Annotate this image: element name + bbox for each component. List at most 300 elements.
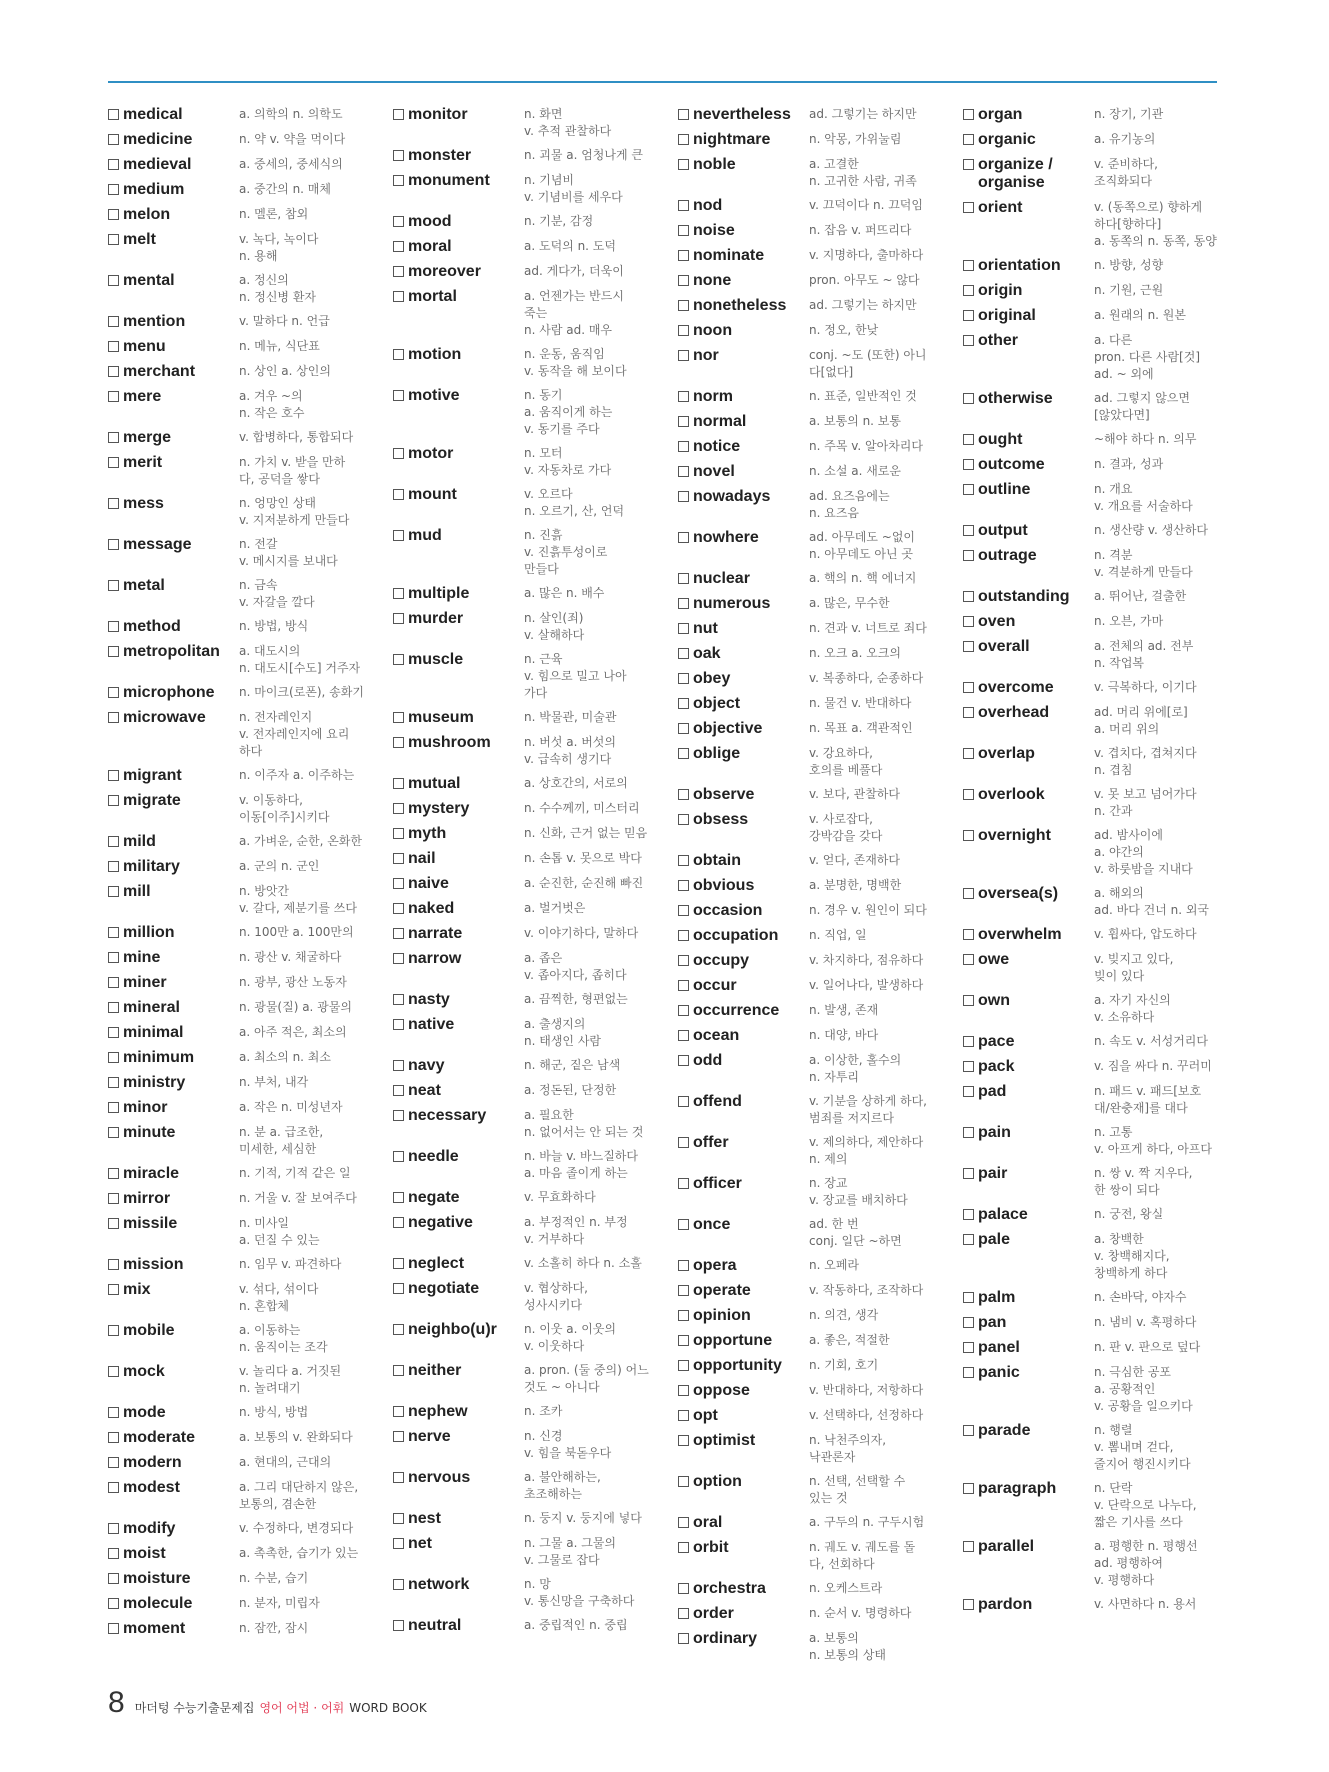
checkbox-icon[interactable] [963,748,974,759]
word-entry [393,1576,673,1610]
checkbox-icon[interactable] [108,795,119,806]
word-definition: a. 대도시의 n. 대도시[수도] 거주자 [239,644,361,675]
word-definition: a. 보통의 n. 보통의 상태 [809,1631,887,1662]
checkbox-icon[interactable] [108,457,119,468]
checkbox-icon[interactable] [393,349,404,360]
checkbox-icon[interactable] [108,432,119,443]
checkbox-icon[interactable] [963,1168,974,1179]
word-definition: v. 끄덕이다 n. 끄덕임 [809,198,923,212]
checkbox-icon[interactable] [678,250,689,261]
word-text: menu [123,338,166,355]
word-definition: a. 출생지의 n. 태생인 사람 [524,1017,602,1048]
checkbox-icon[interactable] [678,880,689,891]
word-text: message [123,536,192,553]
checkbox-icon[interactable] [963,1599,974,1610]
checkbox-icon[interactable] [678,1055,689,1066]
entry-word [963,1364,1094,1382]
checkbox-icon[interactable] [108,1127,119,1138]
checkbox-icon[interactable] [963,1209,974,1220]
checkbox-icon[interactable] [678,1005,689,1016]
checkbox-icon[interactable] [678,159,689,170]
checkbox-icon[interactable] [393,828,404,839]
checkbox-icon[interactable] [963,1234,974,1245]
checkbox-icon[interactable] [963,1483,974,1494]
checkbox-icon[interactable] [393,712,404,723]
word-definition: v. 지명하다, 출마하다 [809,248,924,262]
word-definition: v. 못 보고 넘어가다 n. 간과 [1094,787,1197,818]
checkbox-icon[interactable] [393,1283,404,1294]
checkbox-icon[interactable] [393,613,404,624]
entry-word [963,481,1094,499]
entry-word [393,1148,524,1166]
entry-word [963,456,1094,474]
checkbox-icon[interactable] [963,459,974,470]
checkbox-icon[interactable] [108,1193,119,1204]
entry-word [678,1002,809,1020]
checkbox-icon[interactable] [393,928,404,939]
checkbox-icon[interactable] [678,275,689,286]
checkbox-icon[interactable] [108,770,119,781]
checkbox-icon[interactable] [108,1366,119,1377]
word-entry [963,282,1243,300]
word-definition: n. 그물 a. 그물의 v. 그물로 잡다 [524,1536,616,1567]
checkbox-icon[interactable] [678,930,689,941]
word-definition: a. 의학의 n. 의학도 [239,107,343,121]
word-text: orientation [978,257,1061,274]
word-text: ocean [693,1027,740,1044]
checkbox-icon[interactable] [393,150,404,161]
checkbox-icon[interactable] [963,830,974,841]
checkbox-icon[interactable] [393,654,404,665]
word-entry [963,1364,1243,1415]
word-column-1 [108,106,388,1645]
word-text: motion [408,346,462,363]
checkbox-icon[interactable] [393,109,404,120]
checkbox-icon[interactable] [678,814,689,825]
checkbox-icon[interactable] [108,1284,119,1295]
checkbox-icon[interactable] [108,1407,119,1418]
checkbox-icon[interactable] [678,1096,689,1107]
checkbox-icon[interactable] [108,1052,119,1063]
checkbox-icon[interactable] [108,134,119,145]
entry-word [678,1630,809,1648]
word-entry [108,429,388,447]
book-title: 마더텅 수능기출문제집 [134,1701,255,1715]
entry-word [678,438,809,456]
checkbox-icon[interactable] [678,466,689,477]
word-entry [393,775,673,793]
checkbox-icon[interactable] [393,1110,404,1121]
checkbox-icon[interactable] [963,888,974,899]
checkbox-icon[interactable] [678,1137,689,1148]
checkbox-icon[interactable] [108,539,119,550]
word-entry [108,536,388,570]
word-entry [963,522,1243,540]
checkbox-icon[interactable] [108,1623,119,1634]
checkbox-icon[interactable] [108,1457,119,1468]
checkbox-icon[interactable] [963,285,974,296]
checkbox-icon[interactable] [963,109,974,120]
checkbox-icon[interactable] [108,209,119,220]
entry-word [963,827,1094,845]
checkbox-icon[interactable] [108,1168,119,1179]
word-entry [393,950,673,984]
checkbox-icon[interactable] [108,184,119,195]
word-text: neither [408,1362,462,1379]
checkbox-icon[interactable] [108,1573,119,1584]
checkbox-icon[interactable] [108,1259,119,1270]
word-definition: n. 개요 v. 개요를 서술하다 [1094,482,1193,513]
checkbox-icon[interactable] [678,748,689,759]
checkbox-icon[interactable] [108,861,119,872]
word-entry [963,1480,1243,1531]
checkbox-icon[interactable] [678,905,689,916]
checkbox-icon[interactable] [393,1085,404,1096]
checkbox-icon[interactable] [108,580,119,591]
checkbox-icon[interactable] [678,416,689,427]
checkbox-icon[interactable] [963,525,974,536]
checkbox-icon[interactable] [393,1324,404,1335]
checkbox-icon[interactable] [108,927,119,938]
entry-word [108,1454,239,1472]
checkbox-icon[interactable] [678,598,689,609]
checkbox-icon[interactable] [108,234,119,245]
word-text: occasion [693,902,763,919]
word-text: outline [978,481,1031,498]
checkbox-icon[interactable] [393,1472,404,1483]
checkbox-icon[interactable] [678,1385,689,1396]
checkbox-icon[interactable] [108,1102,119,1113]
checkbox-icon[interactable] [393,1538,404,1549]
entry-word [108,1322,239,1340]
checkbox-icon[interactable] [678,491,689,502]
word-entry [108,454,388,488]
checkbox-icon[interactable] [678,648,689,659]
entry-word [963,885,1094,903]
checkbox-icon[interactable] [393,903,404,914]
entry-word [963,951,1094,969]
checkbox-icon[interactable] [678,109,689,120]
checkbox-icon[interactable] [678,1633,689,1644]
word-definition: a. 순진한, 순진해 빠진 [524,876,644,890]
word-entry [393,263,673,281]
checkbox-icon[interactable] [393,737,404,748]
checkbox-icon[interactable] [108,1432,119,1443]
checkbox-icon[interactable] [393,489,404,500]
checkbox-icon[interactable] [108,498,119,509]
checkbox-icon[interactable] [108,1325,119,1336]
checkbox-icon[interactable] [393,1406,404,1417]
word-entry [963,456,1243,474]
checkbox-icon[interactable] [678,723,689,734]
entry-word [108,156,239,174]
checkbox-icon[interactable] [678,789,689,800]
checkbox-icon[interactable] [678,300,689,311]
checkbox-icon[interactable] [108,1548,119,1559]
word-text: mood [408,213,452,230]
checkbox-icon[interactable] [963,260,974,271]
checkbox-icon[interactable] [393,530,404,541]
checkbox-icon[interactable] [678,1476,689,1487]
checkbox-icon[interactable] [678,1310,689,1321]
checkbox-icon[interactable] [963,1086,974,1097]
checkbox-icon[interactable] [963,1425,974,1436]
checkbox-icon[interactable] [963,682,974,693]
word-definition: n. 악몽, 가위눌림 [809,132,902,146]
word-definition: n. 주목 v. 알아차리다 [809,439,923,453]
word-definition: a. 중립적인 n. 중립 [524,1618,628,1632]
word-entry [678,1605,958,1623]
checkbox-icon[interactable] [108,1002,119,1013]
checkbox-icon[interactable] [678,1542,689,1553]
checkbox-icon[interactable] [963,954,974,965]
checkbox-icon[interactable] [678,1517,689,1528]
word-text: panic [978,1364,1020,1381]
word-entry [393,1535,673,1569]
word-entry [393,850,673,868]
checkbox-icon[interactable] [963,616,974,627]
wordbook-label: WORD BOOK [349,1701,427,1715]
word-text: migrate [123,792,181,809]
checkbox-icon[interactable] [678,134,689,145]
word-entry [108,858,388,876]
checkbox-icon[interactable] [963,335,974,346]
checkbox-icon[interactable] [393,241,404,252]
word-text: mill [123,883,151,900]
checkbox-icon[interactable] [678,1335,689,1346]
word-entry [678,488,958,522]
checkbox-icon[interactable] [963,550,974,561]
checkbox-icon[interactable] [393,853,404,864]
word-definition: n. 100만 a. 100만의 [239,925,354,939]
word-definition: n. 임무 v. 파견하다 [239,1257,342,1271]
checkbox-icon[interactable] [393,994,404,1005]
word-definition: n. 해군, 짙은 남색 [524,1058,621,1072]
word-text: moist [123,1545,166,1562]
checkbox-icon[interactable] [108,886,119,897]
checkbox-icon[interactable] [393,1151,404,1162]
checkbox-icon[interactable] [963,641,974,652]
checkbox-icon[interactable] [963,1036,974,1047]
checkbox-icon[interactable] [393,1192,404,1203]
word-definition: a. 좋은, 적절한 [809,1333,890,1347]
checkbox-icon[interactable] [963,1367,974,1378]
checkbox-icon[interactable] [108,1598,119,1609]
checkbox-icon[interactable] [963,789,974,800]
checkbox-icon[interactable] [678,325,689,336]
checkbox-icon[interactable] [393,1060,404,1071]
word-text: palm [978,1289,1016,1306]
word-entry [678,1332,958,1350]
checkbox-icon[interactable] [678,980,689,991]
word-definition: n. 소설 a. 새로운 [809,464,901,478]
checkbox-icon[interactable] [963,995,974,1006]
checkbox-icon[interactable] [678,698,689,709]
word-entry [963,1206,1243,1224]
checkbox-icon[interactable] [393,588,404,599]
checkbox-icon[interactable] [393,1365,404,1376]
checkbox-icon[interactable] [393,216,404,227]
checkbox-icon[interactable] [108,109,119,120]
checkbox-icon[interactable] [108,687,119,698]
entry-word [108,1545,239,1563]
entry-word [393,610,524,628]
checkbox-icon[interactable] [108,1218,119,1229]
word-definition: n. 이주자 a. 이주하는 [239,768,355,782]
checkbox-icon[interactable] [963,434,974,445]
checkbox-icon[interactable] [678,532,689,543]
word-definition: n. 냄비 v. 혹평하다 [1094,1315,1197,1329]
checkbox-icon[interactable] [963,929,974,940]
checkbox-icon[interactable] [393,390,404,401]
entry-word [393,1617,524,1635]
entry-word [678,1257,809,1275]
entry-word [963,786,1094,804]
checkbox-icon[interactable] [678,441,689,452]
entry-word [108,883,239,901]
word-entry [393,1214,673,1248]
checkbox-icon[interactable] [963,707,974,718]
checkbox-icon[interactable] [393,1217,404,1228]
word-definition: n. 약 v. 약을 먹이다 [239,132,346,146]
checkbox-icon[interactable] [393,175,404,186]
word-definition: n. 순서 v. 명령하다 [809,1606,912,1620]
word-definition: v. 선택하다, 선정하다 [809,1408,924,1422]
checkbox-icon[interactable] [678,1260,689,1271]
checkbox-icon[interactable] [393,291,404,302]
word-entry [108,206,388,224]
word-entry [108,1099,388,1117]
checkbox-icon[interactable] [393,953,404,964]
checkbox-icon[interactable] [963,1317,974,1328]
checkbox-icon[interactable] [108,1523,119,1534]
checkbox-icon[interactable] [678,350,689,361]
word-definition: a. 끔찍한, 형편없는 [524,992,628,1006]
checkbox-icon[interactable] [393,1258,404,1269]
checkbox-icon[interactable] [108,275,119,286]
word-definition: n. 엉망인 상태 v. 지저분하게 만들다 [239,496,350,527]
checkbox-icon[interactable] [678,1285,689,1296]
word-entry [393,1189,673,1207]
checkbox-icon[interactable] [108,836,119,847]
checkbox-icon[interactable] [678,1360,689,1371]
word-entry [108,156,388,174]
checkbox-icon[interactable] [678,1608,689,1619]
checkbox-icon[interactable] [678,623,689,634]
word-text: odd [693,1052,723,1069]
entry-word [393,263,524,281]
checkbox-icon[interactable] [963,393,974,404]
word-entry [678,1539,958,1573]
entry-word [963,307,1094,325]
checkbox-icon[interactable] [108,977,119,988]
checkbox-icon[interactable] [108,1482,119,1493]
checkbox-icon[interactable] [678,1030,689,1041]
checkbox-icon[interactable] [963,484,974,495]
word-text: mushroom [408,734,491,751]
word-definition: ad. 밤사이에 a. 야간의 v. 하룻밤을 지내다 [1094,828,1193,876]
checkbox-icon[interactable] [678,1435,689,1446]
checkbox-icon[interactable] [108,952,119,963]
checkbox-icon[interactable] [393,878,404,889]
word-definition: n. 선택, 선택할 수 있는 것 [809,1474,906,1505]
checkbox-icon[interactable] [678,573,689,584]
word-definition: n. 신화, 근거 없는 믿음 [524,826,648,840]
checkbox-icon[interactable] [108,621,119,632]
checkbox-icon[interactable] [963,1061,974,1072]
word-entry [108,1322,388,1356]
word-entry [963,431,1243,449]
word-text: pair [978,1165,1008,1182]
checkbox-icon[interactable] [108,646,119,657]
checkbox-icon[interactable] [963,1541,974,1552]
checkbox-icon[interactable] [108,391,119,402]
word-text: officer [693,1175,742,1192]
word-text: mention [123,313,186,330]
checkbox-icon[interactable] [108,316,119,327]
checkbox-icon[interactable] [678,955,689,966]
word-definition: v. 말하다 n. 언급 [239,314,330,328]
checkbox-icon[interactable] [678,225,689,236]
checkbox-icon[interactable] [963,1292,974,1303]
checkbox-icon[interactable] [393,1620,404,1631]
word-definition: v. 놀리다 a. 거짓된 n. 놀려대기 [239,1364,342,1395]
checkbox-icon[interactable] [963,1127,974,1138]
checkbox-icon[interactable] [963,1342,974,1353]
checkbox-icon[interactable] [393,803,404,814]
checkbox-icon[interactable] [678,673,689,684]
checkbox-icon[interactable] [678,391,689,402]
checkbox-icon[interactable] [678,855,689,866]
checkbox-icon[interactable] [393,1019,404,1030]
word-entry [108,883,388,917]
checkbox-icon[interactable] [108,1027,119,1038]
checkbox-icon[interactable] [678,1410,689,1421]
checkbox-icon[interactable] [963,134,974,145]
word-definition: n. 정오, 한낮 [809,323,879,337]
word-definition: n. 단락 v. 단락으로 나누다, 짧은 기사를 쓰다 [1094,1481,1197,1529]
word-text: nerve [408,1428,451,1445]
word-entry [963,131,1243,149]
checkbox-icon[interactable] [393,1579,404,1590]
checkbox-icon[interactable] [393,1431,404,1442]
checkbox-icon[interactable] [393,266,404,277]
checkbox-icon[interactable] [678,1583,689,1594]
checkbox-icon[interactable] [393,1513,404,1524]
checkbox-icon[interactable] [108,712,119,723]
word-entry [678,272,958,290]
checkbox-icon[interactable] [963,159,974,170]
checkbox-icon[interactable] [108,366,119,377]
checkbox-icon[interactable] [963,202,974,213]
word-definition: a. 핵의 n. 핵 에너지 [809,571,917,585]
checkbox-icon[interactable] [678,1219,689,1230]
checkbox-icon[interactable] [963,591,974,602]
checkbox-icon[interactable] [393,778,404,789]
entry-word [678,1605,809,1623]
checkbox-icon[interactable] [108,1077,119,1088]
word-definition: a. 군의 n. 군인 [239,859,320,873]
word-entry [108,1281,388,1315]
checkbox-icon[interactable] [678,1178,689,1189]
checkbox-icon[interactable] [678,200,689,211]
word-definition: n. 잡음 v. 퍼뜨리다 [809,223,912,237]
checkbox-icon[interactable] [963,310,974,321]
checkbox-icon[interactable] [108,341,119,352]
checkbox-icon[interactable] [393,448,404,459]
checkbox-icon[interactable] [108,159,119,170]
word-text: million [123,924,175,941]
